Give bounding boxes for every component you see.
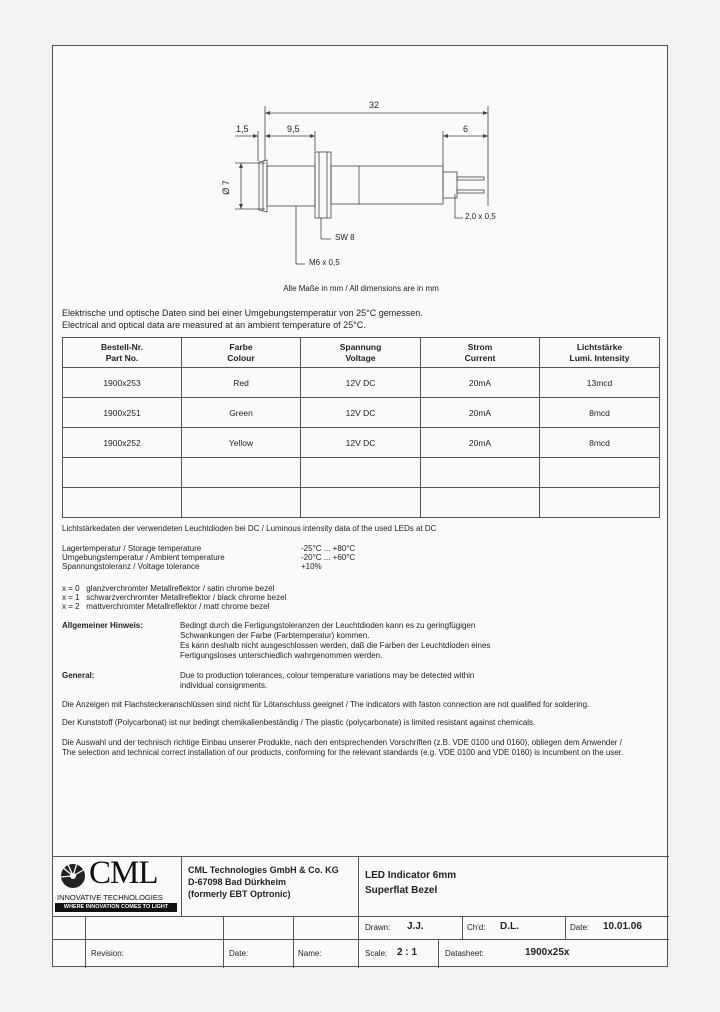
revision-label: Revision: [91,949,124,958]
datasheet-label: Datasheet: [445,949,484,958]
datasheet-value: 1900x25x [525,947,570,958]
drawn-label: Drawn: [365,923,391,932]
revision-name-label: Name: [298,949,322,958]
cml-logo-icon [57,860,89,890]
bezel-option: x = 2 mattverchromter Metallreflektor / matt chrome bezel [62,602,270,611]
cell-colour: Green [182,398,301,428]
spec-line-tolerance-label: Spannungstoleranz / Voltage tolerance [62,562,200,571]
spec-line-storage-value: -25°C ... +80°C [301,544,356,553]
cell-voltage [301,458,421,488]
cell-part-no [63,488,182,518]
spec-table [62,337,660,518]
dim-9-5: 9,5 [287,124,300,134]
cell-colour: Yellow [182,428,301,458]
logo-tagline: WHERE INNOVATION COMES TO LIGHT [55,903,177,912]
header-part-no: Bestell-Nr. Part No. [63,338,182,368]
cell-voltage [301,488,421,518]
thread-label: M6 x 0,5 [309,258,340,267]
table-row [63,488,660,518]
date-value: 10.01.06 [603,921,642,932]
table-row [63,398,660,428]
table-row [63,428,660,458]
cell-current: 20mA [421,368,540,398]
spec-table-header [63,338,660,368]
installation-note-de: Die Auswahl und der technisch richtige Einbau unserer Produkte, nach den entsprechenden Vorschriften (z.B. VDE 0100 und 0160), obliegen dem Anwender / [62,738,622,747]
company-name: CML Technologies GmbH & Co. KG [188,865,339,875]
wrench-size-label: SW 8 [335,233,355,242]
temperature-note-de: Elektrische und optische Daten sind bei einer Umgebungstemperatur von 25°C gemessen. [62,308,423,318]
dim-32: 32 [369,100,380,110]
spec-line-tolerance-value: +10% [301,562,322,571]
product-title: LED Indicator 6mm [365,870,457,881]
revision-date-label: Date: [229,949,249,958]
spec-line-ambient-value: -20°C ... +60°C [301,553,356,562]
general-note-label-en: General: [62,671,95,680]
header-current: Strom Current [421,338,540,368]
cell-intensity: 8mcd [540,398,660,428]
cell-voltage: 12V DC [301,398,421,428]
checked-label: Ch'd: [467,923,486,932]
installation-note-en: The selection and technical correct installation of our products, conforming for the relevant standards (e.g. VDE 0100 and VDE 0160) is incumbent on the user. [62,748,624,757]
bezel-option: x = 1 schwarzverchromter Metallreflektor / black chrome bezel [62,593,287,602]
cell-colour [182,458,301,488]
intensity-note: Lichtstärkedaten der verwendeten Leuchtdioden bei DC / Luminous intensity data of the used LEDs at DC [62,524,437,533]
cell-part-no: 1900x253 [63,368,182,398]
general-note-line: Bedingt durch die Fertigungstoleranzen der Leuchtdioden kann es zu geringfügigen [180,621,476,630]
product-subtitle: Superflat Bezel [365,885,438,896]
cell-intensity: 13mcd [540,368,660,398]
temperature-note-en: Electrical and optical data are measured at an ambient temperature of 25°C. [62,320,366,330]
table-row [63,368,660,398]
pin-size-label: 2,0 x 0,5 [465,212,496,221]
led-technical-drawing [53,46,669,286]
plastic-note: Der Kunststoff (Polycarbonat) ist nur bedingt chemikalienbeständig / The plastic (polycarbonate) is limited resistant against chemicals. [62,718,536,727]
general-note-line: individual consignments. [180,681,268,690]
dimensions-note: Alle Maße in mm / All dimensions are in mm [283,284,439,293]
general-note-label-de: Allgemeiner Hinweis: [62,621,143,630]
general-note-line: Fertigungsloses unterschiedlich wahrgenommen werden. [180,651,383,660]
cell-intensity: 8mcd [540,428,660,458]
soldering-note: Die Anzeigen mit Flachsteckeranschlüssen sind nicht für Lötanschluss geeignet / The indicators with faston connection are not qualified for soldering. [62,700,590,709]
general-note-text-en [180,671,474,691]
table-row [63,458,660,488]
logo-text: CML [89,855,158,891]
general-note-line: Due to production tolerances, colour temperature variations may be detected within [180,671,475,680]
spec-line-storage-label: Lagertemperatur / Storage temperature [62,544,202,553]
header-colour: Farbe Colour [182,338,301,368]
bezel-option: x = 0 glanzverchromter Metallreflektor / satin chrome bezel [62,584,275,593]
cell-current: 20mA [421,398,540,428]
cell-voltage: 12V DC [301,368,421,398]
cell-part-no: 1900x251 [63,398,182,428]
general-note-line: Es kann deshalb nicht ausgeschlossen werden, daß die Farben der Leuchtdioden eines [180,641,491,650]
cell-intensity [540,488,660,518]
cell-part-no: 1900x252 [63,428,182,458]
spec-line-ambient-label: Umgebungstemperatur / Ambient temperature [62,553,225,562]
company-former: (formerly EBT Optronic) [188,889,291,899]
company-address: D-67098 Bad Dürkheim [188,877,287,887]
datasheet-sheet [52,45,668,967]
cell-colour: Red [182,368,301,398]
general-note-line: Schwankungen der Farbe (Farbtemperatur) kommen. [180,631,370,640]
cell-voltage: 12V DC [301,428,421,458]
drawn-value: J.J. [407,921,424,932]
general-note-text-de [180,621,490,661]
date-label: Date: [570,923,590,932]
dim-diameter-7: Ø 7 [220,180,231,195]
cell-colour [182,488,301,518]
cell-part-no [63,458,182,488]
scale-value: 2 : 1 [397,947,418,958]
header-voltage: Spannung Voltage [301,338,421,368]
dim-6: 6 [463,124,469,134]
checked-value: D.L. [500,921,519,932]
logo-subtitle: INNOVATIVE TECHNOLOGIES [57,893,163,902]
cell-current: 20mA [421,428,540,458]
cell-current [421,488,540,518]
cell-current [421,458,540,488]
header-intensity: Lichtstärke Lumi. Intensity [540,338,660,368]
scale-label: Scale: [365,949,388,958]
dim-1-5: 1,5 [236,124,249,134]
cell-intensity [540,458,660,488]
